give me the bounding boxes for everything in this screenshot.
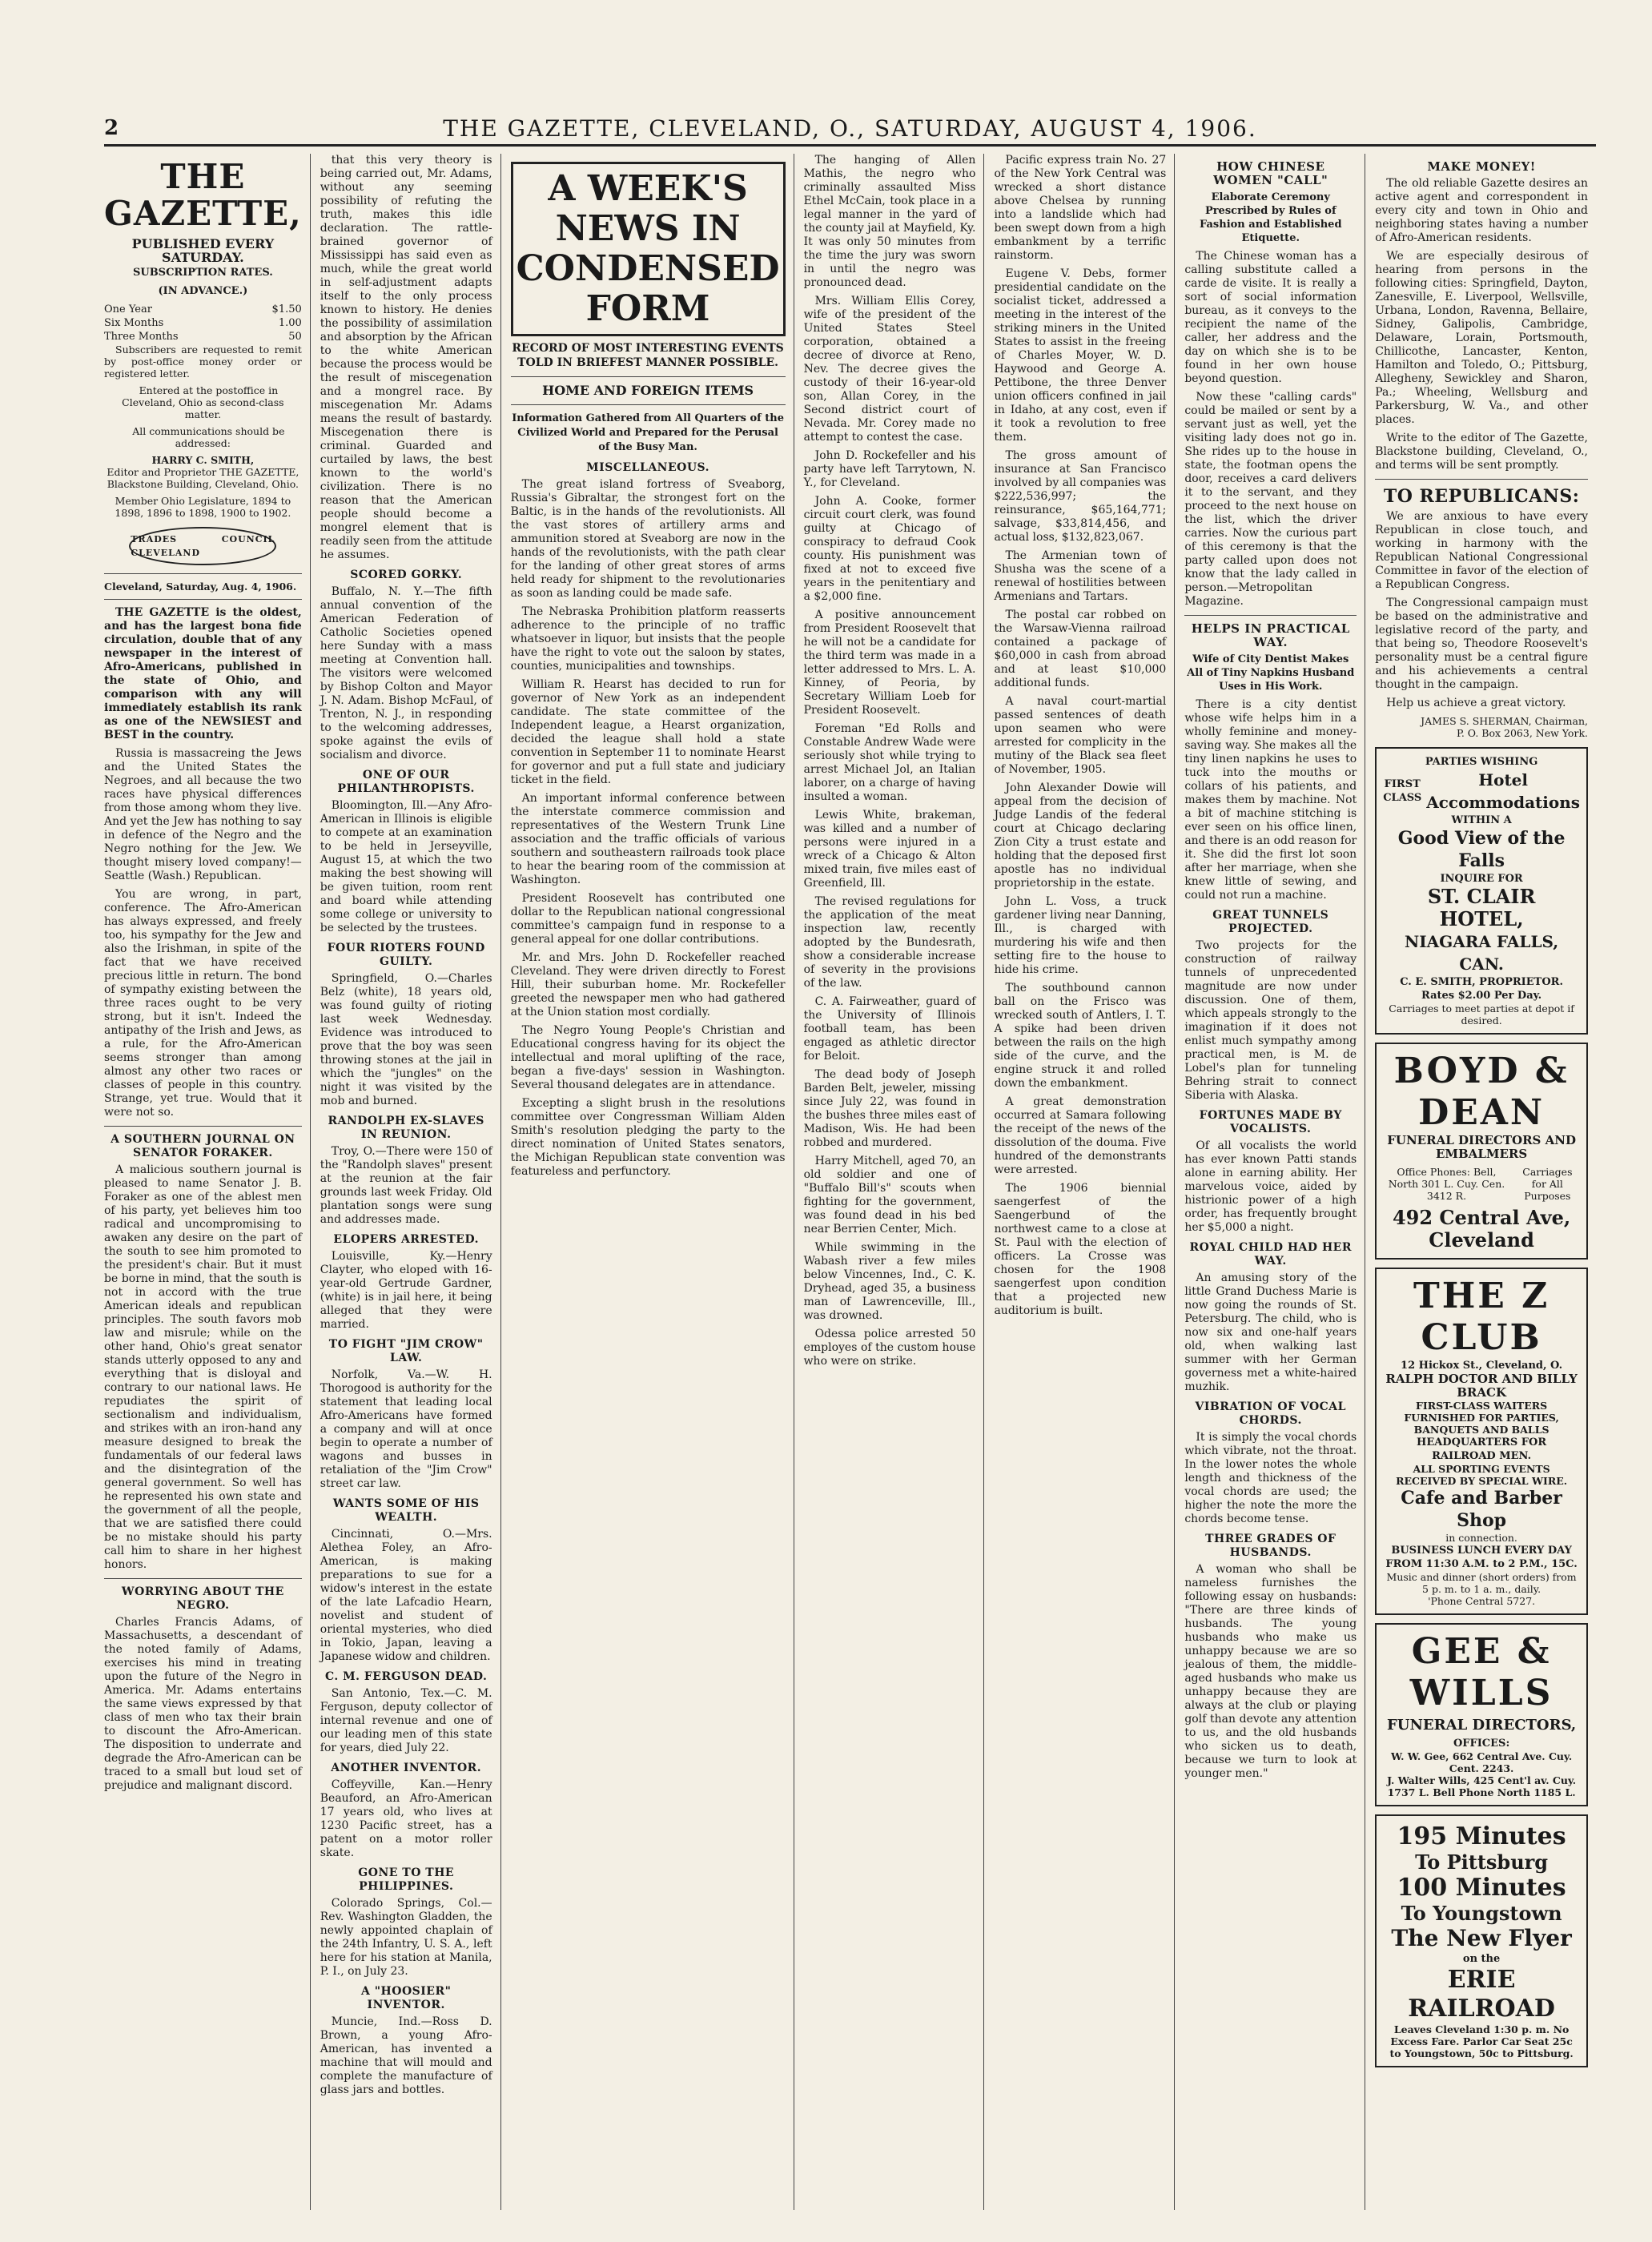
article-paragraph: The Chinese woman has a calling substitute called a carde de visite. It is really a sort of social information bureau, as it conveys to the recipient the name of the caller, her address and the day on which she is to be found in her own house beyond question.: [1184, 250, 1357, 385]
column-2: [320, 154, 501, 2210]
article-paragraph: The postal car robbed on the Warsaw-Vienna railroad contained a package of $60,000 in cash from abroad and at least $10,000 additional funds.: [994, 609, 1167, 689]
article-heading: MISCELLANEOUS.: [586, 461, 710, 474]
article-paragraph: An amusing story of the little Grand Duchess Marie is now going the rounds of St. Petersburg. The child, who is now six and one-half years old, when walking last summer with her German governess met a white-haired muzhik.: [1184, 1272, 1357, 1393]
advance-note: (IN ADVANCE.): [158, 285, 248, 297]
article-paragraph: The revised regulations for the application of the meat inspection law, recently adopted by the Bundesrath, show a considerable increase of severity in the provisions of the law.: [803, 895, 976, 990]
info-deck: Information Gathered from All Quarters of the Civilized World and Prepared for the Perusal of the Busy Man.: [512, 412, 785, 453]
erie-railroad-ad: 195 Minutes To Pittsburg 100 Minutes To Youngstown The New Flyer on the ERIE RAILROAD Leaves Cleveland 1:30 p. m. No Excess Fare. Parlor Car Seat 25c to Youngstown, 50c to Pittsburg.: [1375, 1814, 1588, 2067]
week-news-title: A WEEK'S NEWS IN CONDENSED FORM: [511, 162, 786, 336]
article-heading: A "HOOSIER" INVENTOR.: [360, 1985, 452, 2011]
article-paragraph: The hanging of Allen Mathis, the negro who criminally assaulted Miss Ethel McCain, took place in a legal manner in the yard of the county jail at Mayfield, Ky. It was only 50 minutes from the time the jury was sworn in until the negro was pronounced dead.: [803, 154, 976, 289]
article-paragraph: Colorado Springs, Col.—Rev. Washington Gladden, the newly appointed chaplain of the 24th Infantry, U. S. A., left here for his station at Manila, P. I., on July 23.: [320, 1897, 492, 1978]
article-paragraph: You are wrong, in part, conference. The Afro-American has always expressed, and freely too, his sympathy for the Jew and also the Irishman, in spite of the fact that we have received precious little in return. The bond of sympathy existing between the three races ought to be very strong, but it isn't. Indeed the antipathy of the Irish and Jews, as a rule, for the Afro-American seems stronger than among almost any other two races or classes of people in this country. Strange, yet true. Would that it were not so.: [104, 888, 302, 1119]
rate-row: Three Months 50: [104, 331, 302, 343]
article-paragraph: Norfolk, Va.—W. H. Thorogood is authority for the statement that leading local Afro-Americans have formed a company and will at once begin to operate a number of wagons and busses in retaliation of the "Jim Crow" street car law.: [320, 1368, 492, 1490]
editor-address: Blackstone Building, Cleveland, Ohio.: [107, 478, 299, 490]
article-paragraph: C. A. Fairweather, guard of the University of Illinois football team, has been engaged as athletic director for Beloit.: [803, 995, 976, 1063]
article-paragraph: Louisville, Ky.—Henry Clayter, who eloped with 16-year-old Gertrude Gardner, (white) is in jail here, it being alleged that they were married.: [320, 1250, 492, 1331]
circulation-notice: THE GAZETTE is the oldest, and has the largest bona fide circulation, double that of any newspaper in the interest of Afro-Americans, published in the state of Ohio, and comparison with any will immediately establish its rank as one of the NEWSIEST and BEST in the country.: [104, 606, 302, 741]
article-paragraph: Write to the editor of The Gazette, Blackstone building, Cleveland, O., and terms will be sent promptly.: [1375, 432, 1588, 472]
article-paragraph: We are anxious to have every Republican in close touch, and working in harmony with the Republican National Congressional Committee in favor of the election of a Republican Congress.: [1375, 510, 1588, 591]
article-paragraph: John L. Voss, a truck gardener living near Danning, Ill., is charged with murdering his wife and then setting fire to the house to hide his crime.: [994, 895, 1167, 976]
article-heading: TO FIGHT "JIM CROW" LAW.: [328, 1338, 484, 1364]
article-paragraph: Springfield, O.—Charles Belz (white), 18 years old, was found guilty of rioting last week Wednesday. Evidence was introduced to prove that the boy was seen throwing stones at the jail in which the "jungles" on the night it was visited by the mob and burned.: [320, 972, 492, 1107]
column-4: [804, 154, 985, 2210]
rate-list: [104, 303, 302, 344]
article-paragraph: The Negro Young People's Christian and Educational congress having for its object the intellectual and moral uplifting of the race, began a five-days' session in Washington. Several thousand delegates are in attendance.: [510, 1024, 786, 1091]
subscription-heading: SUBSCRIPTION RATES.: [132, 267, 273, 279]
article-paragraph: Harry Mitchell, aged 70, an old soldier and one of "Buffalo Bill's" scouts when fighting for the government, was found dead in his bed near Berrien Center, Mich.: [803, 1155, 976, 1236]
article-paragraph: Of all vocalists the world has ever known Patti stands alone in earning ability. Her marvelous voice, aided by histrionic power of a high order, has frequently brought her $5,000 a night.: [1184, 1139, 1357, 1234]
article-heading: C. M. FERGUSON DEAD.: [324, 1670, 488, 1683]
article-heading: HOW CHINESE WOMEN "CALL": [1213, 159, 1328, 187]
article-paragraph: While swimming in the Wabash river a few miles below Vincennes, Ind., C. K. Dryhead, aged 35, a business man of Lawrenceville, Ill., was drowned.: [803, 1241, 976, 1322]
article-paragraph: The 1906 biennial saengerfest of the Saengerbund of the northwest came to a close at St. Paul with the election of officers. La Crosse was chosen for the 1908 saengerfest upon condition that a projected new auditorium is built.: [994, 1182, 1167, 1317]
article-paragraph: We are especially desirous of hearing from persons in the following cities: Springfield, Dayton, Zanesville, E. Liverpool, Wellsville, Urbana, London, Ravenna, Bellaire, Sidney, Galipolis, Cambridge, Delaware, Lorain, Portsmouth, Chillicothe, Lancaster, Kenton, Hamilton and Toledo, O.; Pittsburg, Allegheny, Sewickley and Sharon, Pa.; Wheeling, Wellsburg and Parkersburg, W. Va., and other places.: [1375, 250, 1588, 426]
article-subheading: Wife of City Dentist Makes All of Tiny Napkins Husband Uses in His Work.: [1187, 653, 1355, 693]
article-heading: GONE TO THE PHILIPPINES.: [358, 1866, 455, 1893]
article-paragraph: Help us achieve a great victory.: [1386, 697, 1566, 709]
legislature-note: Member Ohio Legislature, 1894 to 1898, 1896 to 1898, 1900 to 1902.: [115, 495, 291, 519]
column-3: [511, 154, 794, 2210]
article-paragraph: Cincinnati, O.—Mrs. Alethea Foley, an Afro-American, is making preparations to sue for a widow's interest in the estate of the late Lafcadio Hearn, novelist and student of oriental mysteries, who died in Tokio, Japan, leaving a Japanese widow and children.: [320, 1528, 492, 1663]
rate-row: Six Months 1.00: [104, 317, 302, 329]
article-paragraph: Excepting a slight brush in the resolutions committee over Congressman William Alden Smith's resolution pledging the party to the direct nomination of United States senators, the Michigan Republican state convention was featureless and perfunctory.: [510, 1097, 786, 1178]
dateline: Cleveland, Saturday, Aug. 4, 1906.: [104, 581, 297, 593]
signature-address: P. O. Box 2063, New York.: [1456, 727, 1588, 739]
masthead: [104, 112, 1596, 147]
column-7: [1375, 154, 1596, 2210]
article-paragraph: Eugene V. Debs, former presidential candidate on the socialist ticket, addressed a meeting in the interest of the striking miners in the United States to assist in the freeing of Charles Moyer, W. D. Haywood and George A. Pettibone, the three Denver union officers confined in jail in Idaho, at any cost, even if it took a revolution to free them.: [994, 267, 1167, 444]
subscriber-note: Subscribers are requested to remit by post-office money order or registered letter.: [104, 344, 302, 380]
home-foreign-deck: HOME AND FOREIGN ITEMS: [542, 383, 754, 398]
article-paragraph: It is simply the vocal chords which vibrate, not the throat. In the lower notes the whole length and thickness of the vocal chords are used; the higher the note the more the chords become tense.: [1184, 1431, 1357, 1525]
rate-row: One Year $1.50: [104, 303, 302, 315]
article-paragraph: The southbound cannon ball on the Frisco was wrecked south of Antlers, I. T. A spike had been driven between the rails on the high side of the curve, and the engine struck it and rolled down the embankment.: [994, 982, 1167, 1090]
columns: [104, 154, 1596, 2210]
article-paragraph: A naval court-martial passed sentences of death upon seamen who were arrested for complicity in the mutiny of the Black sea fleet of November, 1905.: [994, 695, 1167, 776]
published-line: PUBLISHED EVERY SATURDAY.: [131, 236, 275, 265]
column-6: [1184, 154, 1365, 2210]
entered-note: Entered at the postoffice in Cleveland, Ohio as second-class matter.: [122, 384, 284, 420]
article-paragraph: The Nebraska Prohibition platform reasserts adherence to the principle of no traffic whatsoever in liquor, but insists that the people have the right to vote out the saloon by states, counties, municipalities and townships.: [510, 605, 786, 673]
article-heading: ANOTHER INVENTOR.: [331, 1762, 482, 1774]
article-paragraph: John D. Rockefeller and his party have left Tarrytown, N. Y., for Cleveland.: [803, 449, 976, 489]
week-news-deck: RECORD OF MOST INTERESTING EVENTS TOLD IN BRIEFEST MANNER POSSIBLE.: [512, 342, 784, 369]
article-paragraph: Mr. and Mrs. John D. Rockefeller reached Cleveland. They were driven directly to Forest Hill, their suburban home. Mr. Rockefeller greeted the newspaper men who had gathered at the Union station most cordially.: [510, 951, 786, 1019]
article-paragraph: San Antonio, Tex.—C. M. Ferguson, deputy collector of internal revenue and one of our leading men of this state for years, died July 22.: [320, 1687, 492, 1754]
z-club-ad: THE Z CLUB 12 Hickox St., Cleveland, O. RALPH DOCTOR AND BILLY BRACK FIRST-CLASS WAITERS FURNISHED FOR PARTIES, BANQUETS AND BALLS HEADQUARTERS FOR RAILROAD MEN. ALL SPORTING EVENTS RECEIVED BY SPECIAL WIRE. Cafe and Barber Shop in connection. BUSINESS LUNCH EVERY DAY FROM 11:30 A.M. to 2 P.M., 15C. Music and dinner (short orders) from 5 p. m. to 1 a. m., daily. 'Phone Central 5727.: [1375, 1268, 1588, 1615]
article-paragraph: A malicious southern journal is pleased to name Senator J. B. Foraker as one of the ablest men of his party, yet believes him too radical and uncompromising to awaken any desire on the part of the south to see him promoted to the president's chair. But it must be borne in mind, that the south is not in accord with the true American ideals and republican principles. The south favors mob law and misrule; while on the other hand, Ohio's great senator stands utterly opposed to any and everything that is disloyal and contrary to our national laws. He repudiates the spirit of sectionalism and individualism, and strikes with an iron-hand any measure designed to break the fundamentals of our federal laws and the disintegration of the general government. So well has he represented his own state and the government of all the people, that we are satisfied there could be no mistake should his party call him to share in her highest honors.: [104, 1163, 302, 1571]
article-paragraph: Mrs. William Ellis Corey, wife of the president of the United States Steel corporation, obtained a decree of divorce at Reno, Nev. The decree gives the custody of their 16-year-old son, Allan Corey, in the Second district court of Nevada. Mr. Corey made no attempt to contest the case.: [803, 295, 976, 444]
article-paragraph: There is a city dentist whose wife helps him in a wholly feminine and money-saving way. She makes all the tiny linen napkins he uses to tuck into the mouths or collars of his patients, and makes them by machine. Not a bit of machine stitching is ever seen on his office linen, and there is an odd reason for it. She did the first lot soon after her marriage, when she knew little of sewing, and could not run a machine.: [1184, 698, 1357, 902]
article-heading: A SOUTHERN JOURNAL ON SENATOR FORAKER.: [111, 1133, 295, 1159]
article-heading: WORRYING ABOUT THE NEGRO.: [121, 1585, 284, 1612]
gee-wills-ad: GEE & WILLS FUNERAL DIRECTORS, OFFICES: W. W. Gee, 662 Central Ave. Cuy. Cent. 2243. J. Walter Wills, 425 Cent'l av. Cuy. 1737 L. Bell Phone North 1185 L.: [1375, 1623, 1588, 1806]
article-heading: THREE GRADES OF HUSBANDS.: [1205, 1533, 1336, 1559]
article-paragraph: Muncie, Ind.—Ross D. Brown, a young Afro-American, has invented a machine that will mould and complete the manufacture of glass jars and bottles.: [320, 2015, 492, 2096]
article-heading: HELPS IN PRACTICAL WAY.: [1191, 621, 1350, 649]
article-heading: GREAT TUNNELS PROJECTED.: [1212, 909, 1329, 935]
article-paragraph: Lewis White, brakeman, was killed and a number of persons were injured in a wreck of a Chicago & Alton mixed train, five miles east of Greenfield, Ill.: [803, 809, 976, 890]
article-heading: RANDOLPH EX-SLAVES IN REUNION.: [328, 1115, 484, 1141]
page-number: 2: [104, 116, 119, 140]
article-paragraph: The Armenian town of Shusha was the scene of a renewal of hostilities between Armenians and Tartars.: [994, 549, 1167, 603]
article-heading: WANTS SOME OF HIS WEALTH.: [332, 1497, 480, 1524]
article-heading: MAKE MONEY!: [1427, 159, 1536, 174]
editor-role: Editor and Proprietor THE GAZETTE,: [107, 466, 299, 478]
article-subheading: Elaborate Ceremony Prescribed by Rules of Fashion and Established Etiquette.: [1199, 191, 1342, 244]
union-label-icon: TRADES COUNCIL CLEVELAND: [129, 527, 276, 565]
article-paragraph: Coffeyville, Kan.—Henry Beauford, an Afro-American 17 years old, who lives at 1230 Pacific street, has a patent on a motor roller skate.: [320, 1778, 492, 1859]
article-paragraph: Buffalo, N. Y.—The fifth annual convention of the American Federation of Catholic Societies opened here Sunday with a mass meeting at Convention hall. The visitors were welcomed by Bishop Colton and Mayor J. N. Adam. Bishop McFaul, of Trenton, N. J., in responding to the welcoming addresses, spoke against the evils of socialism and divorce.: [320, 585, 492, 761]
article-heading: TO REPUBLICANS:: [1383, 486, 1580, 507]
article-paragraph: that this very theory is being carried out, Mr. Adams, without any seeming possibility of refuting the truth, makes this idle declaration. The rattle-brained governor of Mississippi has said even as much, while the great world in self-adjustment adapts itself to the only process known to history. He denies the possibility of assimilation and absorption by the African to the white American because the process would be the result of miscegenation and a mongrel race. By miscegenation Mr. Adams means the result of bastardy. Miscegenation there is criminal. Guarded and curtailed by laws, the best known to the world's civilization. There is no reason that the American people should become a mongrel element that is readily seen from the attitude he assumes.: [320, 154, 492, 561]
article-paragraph: Two projects for the construction of railway tunnels of unprecedented magnitude are now under discussion. One of them, which appeals strongly to the imagination if it does not enlist much sympathy among practical men, is M. de Lobel's plan for tunneling Behring strait to connect Siberia with Alaska.: [1184, 939, 1357, 1102]
article-heading: ELOPERS ARRESTED.: [333, 1233, 479, 1246]
column-1: [104, 154, 311, 2210]
paper-name: THE GAZETTE,: [104, 157, 302, 233]
article-paragraph: President Roosevelt has contributed one dollar to the Republican national congressional committee's campaign fund in response to a general appeal for one dollar contributions.: [510, 892, 786, 946]
article-paragraph: An important informal conference between the interstate commerce commission and representatives of the Western Trunk Line association and the traffic officials of various southern and southeastern railroads took place to hear the bearing room of the commission at Washington.: [510, 792, 786, 886]
hotel-ad: PARTIES WISHING FIRST CLASS Hotel Accommodations WITHIN A Good View of the Falls INQUIRE FOR ST. CLAIR HOTEL, NIAGARA FALLS, CAN. C. E. SMITH, PROPRIETOR. Rates $2.00 Per Day. Carriages to meet parties at depot if desired.: [1375, 747, 1588, 1035]
address-intro: All communications should be addressed:: [132, 425, 285, 449]
article-paragraph: Charles Francis Adams, of Massachusetts, a descendant of the noted family of Adams, exercises his mind in treating upon the future of the Negro in America. Mr. Adams entertains the same views expressed by that class of men who tax their brain to discount the Afro-American. The disposition to underrate and degrade the Afro-American can be traced to a small but loud set of prejudice and malignant discord.: [104, 1616, 302, 1792]
article-heading: ROYAL CHILD HAD HER WAY.: [1189, 1241, 1352, 1268]
article-paragraph: Foreman "Ed Rolls and Constable Andrew Wade were seriously shot while trying to arrest Michael Jol, an Italian laborer, on a charge of having insulted a woman.: [803, 722, 976, 803]
article-heading: FOUR RIOTERS FOUND GUILTY.: [327, 942, 485, 968]
article-paragraph: John A. Cooke, former circuit court clerk, was found guilty at Chicago of conspiracy to defraud Cook county. His punishment was fixed at not to exceed five years in the penitentiary and a $2,000 fine.: [803, 495, 976, 603]
boyd-dean-ad: BOYD & DEAN FUNERAL DIRECTORS AND EMBALMERS Office Phones: Bell, North 301 L. Cuy. Cen. 3412 R. Carriages for All Purposes 492 Central Ave, Cleveland: [1375, 1043, 1588, 1260]
article-paragraph: Russia is massacreing the Jews and the United States the Negroes, and all because the two races have physical differences from those among whom they live. And yet the Jew has nothing to say in defence of the Negro and the Negro nothing for the Jew. We thought misery loved company!—Seattle (Wash.) Republican.: [104, 747, 302, 882]
article-heading: SCORED GORKY.: [350, 569, 463, 581]
article-paragraph: The Congressional campaign must be based on the administrative and legislative record of the party, and that being so, Theodore Roosevelt's personality must be a central figure and his achievements a central thought in the campaign.: [1375, 597, 1588, 691]
article-paragraph: The old reliable Gazette desires an active agent and correspondent in every city and town in Ohio and neighboring states having a number of Afro-American residents.: [1375, 177, 1588, 244]
article-paragraph: The gross amount of insurance at San Francisco involved by all companies was $222,536,997; the reinsurance, $65,164,771; salvage, $33,814,456, and actual loss, $132,823,067.: [994, 449, 1167, 544]
article-heading: FORTUNES MADE BY VOCALISTS.: [1199, 1109, 1342, 1135]
article-paragraph: A positive announcement from President Roosevelt that he will not be a candidate for the third term was made in a letter addressed to Mrs. L. A. Kinney, of Peoria, by Secretary William Loeb for President Roosevelt.: [803, 609, 976, 717]
article-paragraph: The dead body of Joseph Barden Belt, jeweler, missing since July 22, was found in the bushes three miles east of Madison, Wis. He had been robbed and murdered.: [803, 1068, 976, 1149]
article-heading: VIBRATION OF VOCAL CHORDS.: [1195, 1400, 1346, 1427]
article-paragraph: Odessa police arrested 50 employes of the custom house who were on strike.: [803, 1328, 976, 1368]
editor-name: HARRY C. SMITH,: [151, 454, 255, 466]
article-paragraph: The great island fortress of Sveaborg, Russia's Gibraltar, the strongest fort on the Baltic, is in the hands of the revolutionists. All the vast stores of artillery arms and ammunition stored at Sveaborg are now in the hands of the revolutionists, with the path clear for the landing of other great stores of arms held ready for shipment to the revolutionaries as soon as landing could be made safe.: [510, 478, 786, 600]
article-paragraph: William R. Hearst has decided to run for governor of New York as an independent candidate. The state committee of the Independent league, a Hearst organization, decided the league shall hold a state convention in September 11 to nominate Hearst for governor and put a full state and judiciary ticket in the field.: [510, 678, 786, 786]
masthead-title: THE GAZETTE, CLEVELAND, O., SATURDAY, AUGUST 4, 1906.: [443, 115, 1257, 142]
article-heading: ONE OF OUR PHILANTHROPISTS.: [337, 769, 475, 795]
signature-line: JAMES S. SHERMAN, Chairman,: [1421, 715, 1588, 727]
article-paragraph: Pacific express train No. 27 of the New York Central was wrecked a short distance above Chelsea by running into a landslide which had been swept down from a high embankment by a terrific rainstorm.: [994, 154, 1167, 262]
column-5: [994, 154, 1175, 2210]
article-paragraph: A great demonstration occurred at Samara following the receipt of the news of the dissolution of the douma. Five hundred of the demonstrants were arrested.: [994, 1095, 1167, 1176]
article-paragraph: Troy, O.—There were 150 of the "Randolph slaves" present at the reunion at the fair grounds last week Friday. Old plantation songs were sung and addresses made.: [320, 1145, 492, 1226]
article-paragraph: Bloomington, Ill.—Any Afro-American in Illinois is eligible to compete at an examination to be held in Jerseyville, August 15, at which the two making the best showing will be given tuition, room rent and board while attending some college or university to be selected by the trustees.: [320, 799, 492, 934]
article-paragraph: A woman who shall be nameless furnishes the following essay on husbands: "There are three kinds of husbands. The young husbands who make us unhappy because we are so jealous of them, the middle-aged husbands who make us unhappy because they are always at the club or playing golf than devote any attention to us, and the old husbands who sicken us to death, because we turn to look at younger men.": [1184, 1563, 1357, 1780]
article-paragraph: Now these "calling cards" could be mailed or sent by a servant just as well, yet the visiting lady does not go in. She rides up to the house in state, the footman opens the door, receives a card delivers it to the servant, and they proceed to the next house on the list, which the driver carries. Now the curious part of this ceremony is that the party called upon does not know that the lady called in person.—Metropolitan Magazine.: [1184, 391, 1357, 608]
article-paragraph: John Alexander Dowie will appeal from the decision of Judge Landis of the federal court at Chicago declaring Zion City a trust estate and holding that the deposed first apostle has no individual proprietorship in the estate.: [994, 781, 1167, 890]
